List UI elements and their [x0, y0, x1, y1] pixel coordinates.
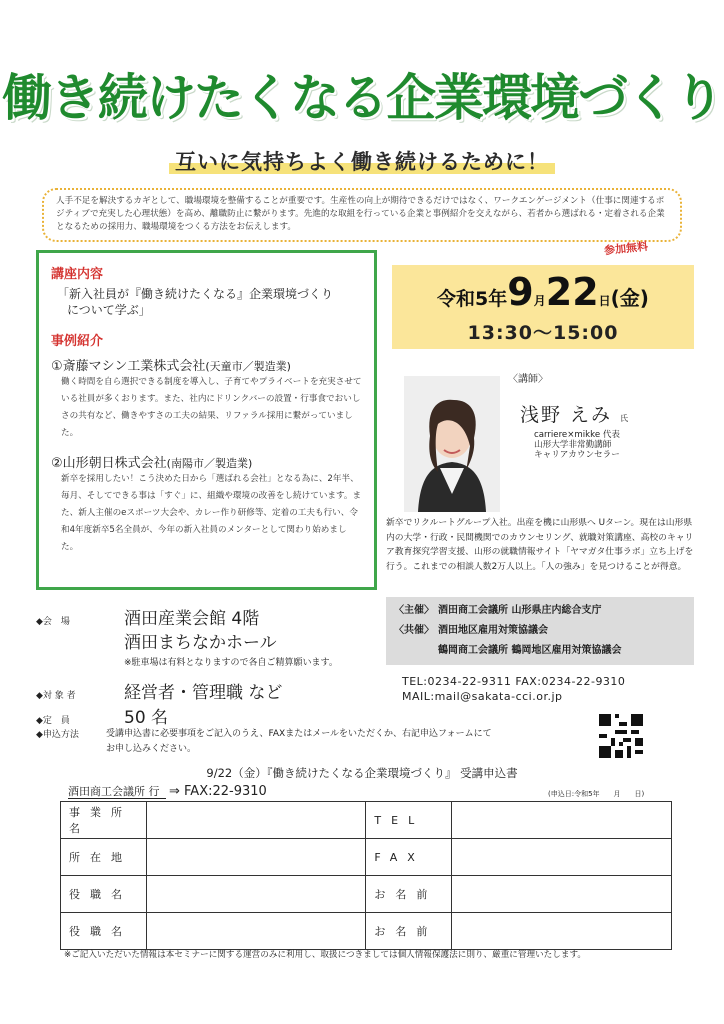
- case2-place: (南陽市／製造業): [166, 457, 253, 470]
- venue-label: ◆会 場: [36, 617, 70, 627]
- case1-desc: 働く時間を自ら選択できる制度を導入し、子育てやプライベートを充実させている社員が多くおります。また、社内にドリンクバーの設置・行事食でおいしさの共有など、働きやすさの工夫の結果、リファラル採用に繋がっていました。: [61, 377, 362, 438]
- apply-text: [106, 727, 492, 757]
- event-time: 13:30〜15:00: [467, 322, 619, 344]
- tel-field[interactable]: [452, 802, 672, 839]
- privacy-note: ※ご記入いただいた情報は本セミナーに関する運営のみに利用し、取扱につきましては個人情報保護法に則り、厳重に管理いたします。: [64, 950, 586, 960]
- qr-code[interactable]: [599, 714, 643, 758]
- case1-place: (天童市／製造業): [205, 360, 291, 373]
- date-day-unit: 日: [598, 294, 611, 308]
- form-label-position-2: 役職名: [61, 913, 147, 950]
- lecturer-titles: [534, 430, 620, 460]
- name-field-2[interactable]: [452, 913, 672, 950]
- co-row: [394, 621, 686, 641]
- lecturer-honorific: 氏: [620, 414, 629, 423]
- fax-line: [68, 783, 267, 799]
- address-field[interactable]: [146, 839, 366, 876]
- case2-title: [51, 452, 362, 471]
- lecturer-title-3: キャリアカウンセラー: [534, 450, 620, 460]
- target-value: 経営者・管理職 など: [124, 683, 283, 703]
- fax-field[interactable]: [452, 839, 672, 876]
- co-label: 〈共催〉: [394, 625, 434, 636]
- date-month-unit: 月: [533, 294, 546, 308]
- form-destination: 酒田商工会議所 行: [68, 785, 166, 799]
- subtitle-text: 互いに気持ちよく働き続けるために！: [169, 150, 555, 174]
- date-era: 令和5年: [437, 288, 508, 310]
- contact-info: [402, 674, 625, 704]
- venue-name: 酒田産業会館 4階: [124, 609, 260, 629]
- form-row: [61, 802, 672, 839]
- form-label-tel: TEL: [366, 802, 452, 839]
- course-box: [36, 250, 377, 590]
- page-title: 働き続けたくなる企業環境づくり: [2, 69, 722, 127]
- course-quote-line2: について学ぶ」: [67, 303, 151, 317]
- intro-text: 人手不足を解決するカギとして、職場環境を整備することが重要です。生産性の向上が期待できるだけではなく、ワークエンゲージメント（仕事に関連するポジティブで充実した心理状態）を高め、離職防止に繋がります。先進的な取組を行っている企業と事例紹介を交えながら、若者から選ばれる・定着される企業となるための採用力、職場環境をつくる方法をお伝えします。: [42, 188, 682, 242]
- date-day: 22: [545, 270, 599, 314]
- form-label-name: お名前: [366, 876, 452, 913]
- venue-hall: 酒田まちなかホール: [124, 633, 277, 653]
- event-date: [392, 270, 694, 314]
- venue-row: [36, 604, 259, 629]
- target-row: [36, 678, 282, 703]
- lecturer-title-2: 山形大学非常勤講師: [534, 440, 612, 450]
- form-label-company: 事業所名: [61, 802, 147, 839]
- apply-label: ◆申込方法: [36, 730, 79, 740]
- host-value: 酒田商工会議所 山形県庄内総合支庁: [438, 605, 602, 616]
- date-weekday: (金): [610, 286, 649, 310]
- co-value-2: 鶴岡商工会議所 鶴岡地区雇用対策協議会: [438, 645, 622, 656]
- case2-desc: 新卒を採用したい！こう決めた日から「選ばれる会社」となる為に、2年半、毎月、そしてできる事は「すぐ」に、組織や環境の改善をし続けています。また、新人主催のeスポーツ大会や、カレー作り研修等、定着の工夫も行い、令和4年度新卒5名全員が、今年の新入社員のメンターとして関わり始めました。: [61, 474, 362, 552]
- form-row: [61, 876, 672, 913]
- course-quote-line1: 「新入社員が『働き続けたくなる』企業環境づくり: [57, 287, 334, 301]
- host-row: [394, 601, 686, 621]
- lecturer-name-text: 浅野 えみ: [520, 404, 613, 426]
- name-field-1[interactable]: [452, 876, 672, 913]
- target-label: ◆対 象 者: [36, 691, 76, 701]
- lecturer-photo: [404, 376, 500, 512]
- apply-date: (申込日:令和5年 月 日): [548, 790, 645, 798]
- position-field-1[interactable]: [146, 876, 366, 913]
- venue-note: ※駐車場は有料となりますので各自ご精算願います。: [124, 658, 338, 668]
- contact-tel-fax: TEL:0234-22-9311 FAX:0234-22-9310: [402, 675, 626, 688]
- case1-title: [51, 355, 362, 374]
- form-fax: ⇒ FAX:22-9310: [169, 784, 267, 799]
- capacity-row: [36, 703, 168, 728]
- form-title: 9/22（金）『働き続けたくなる企業環境づくり』 受講申込書: [206, 766, 518, 780]
- qr-code-icon: [599, 714, 643, 758]
- position-field-2[interactable]: [146, 913, 366, 950]
- contact-mail[interactable]: MAIL:mail@sakata-cci.or.jp: [402, 690, 563, 703]
- organizer-box: [386, 597, 694, 665]
- apply-text-line2: お申し込みください。: [106, 744, 197, 754]
- lecturer-portrait-image: [404, 376, 500, 512]
- course-quote: [57, 286, 362, 318]
- lecturer-name: [520, 400, 628, 427]
- host-label: 〈主催〉: [394, 605, 434, 616]
- page-subtitle: [0, 146, 724, 176]
- date-month: 9: [507, 270, 534, 314]
- case1-name: ①斎藤マシン工業株式会社: [51, 359, 206, 374]
- form-label-name-2: お名前: [366, 913, 452, 950]
- course-heading: 講座内容: [51, 267, 104, 282]
- capacity-label: ◆定 員: [36, 716, 70, 726]
- form-label-address: 所在地: [61, 839, 147, 876]
- application-form: [60, 801, 672, 950]
- free-badge: 参加無料: [603, 239, 649, 258]
- cases-heading: 事例紹介: [51, 334, 104, 349]
- lecturer-label: 〈講師〉: [508, 374, 548, 385]
- form-label-fax: FAX: [366, 839, 452, 876]
- company-field[interactable]: [146, 802, 366, 839]
- form-row: [61, 839, 672, 876]
- capacity-value: 50 名: [124, 708, 169, 728]
- lecturer-bio: 新卒でリクルートグループ入社。出産を機に山形県へ Uターン。現在は山形県内の大学・行政・民間機関でのカウンセリング、就職対策講座、高校のキャリア教育探究学習支援、山形の就職情報サイト「ヤマガタ仕事ラボ」立ち上げを行う。これまでの相談人数2万人以上。「人の強み」を見つけることが得意。: [386, 518, 694, 572]
- lecturer-title-1: carriere×mikke 代表: [534, 430, 621, 440]
- co-value-1: 酒田地区雇用対策協議会: [438, 625, 548, 636]
- apply-text-line1: 受講申込書に必要事項をご記入のうえ、FAXまたはメールをいただくか、右記申込フォームにて: [106, 729, 492, 739]
- case2-name: ②山形朝日株式会社: [51, 456, 167, 471]
- form-row: [61, 913, 672, 950]
- form-label-position: 役職名: [61, 876, 147, 913]
- apply-row: [36, 727, 79, 740]
- co-row-2: [394, 641, 686, 661]
